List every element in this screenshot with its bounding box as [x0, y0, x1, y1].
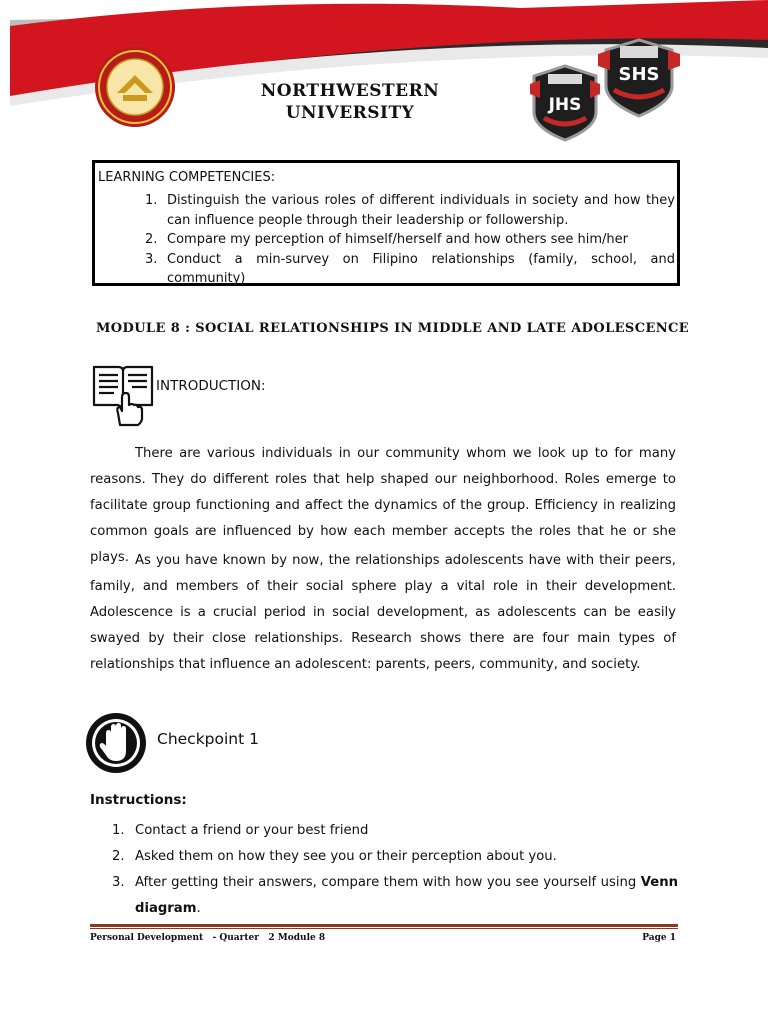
step-text-bold: Venn diagram — [135, 875, 678, 916]
instruction-step — [112, 844, 678, 870]
step-text: Contact a friend or your best friend — [135, 823, 369, 838]
step-number: 1. — [112, 823, 125, 838]
step-text: Asked them on how they see you or their perception about you. — [135, 849, 557, 864]
step-number: 3. — [112, 875, 125, 890]
jhs-badge-logo — [530, 62, 600, 142]
instructions-list — [112, 818, 678, 922]
university-seal-logo — [93, 45, 177, 129]
competency-item — [145, 250, 675, 289]
competencies-list — [145, 191, 675, 289]
book-hand-icon — [90, 361, 156, 427]
university-title-line1: NORTHWESTERN — [260, 81, 440, 101]
shs-badge-text: SHS — [618, 64, 660, 85]
step-number: 2. — [112, 849, 125, 864]
instruction-step — [112, 818, 678, 844]
jhs-badge-text: JHS — [548, 95, 582, 115]
checkpoint-label: Checkpoint 1 — [157, 730, 259, 748]
intro-paragraph-2: As you have known by now, the relationships adolescents have with their peers, family, and members of their social sphere play a vital role in their development. Adolescence is a crucial period in social development, as adolescents can be easily swayed by their close relationships. Research shows there are four main types of relationships that influence an adolescent: parents, peers, community, and society. — [90, 553, 676, 672]
module-title: MODULE 8 : SOCIAL RELATIONSHIPS IN MIDDLE AND LATE ADOLESCENCE — [96, 321, 690, 336]
step-text-end: . — [196, 901, 201, 916]
instructions-label: Instructions: — [90, 792, 187, 808]
competency-text: Compare my perception of himself/herself and how others see him/her — [167, 232, 628, 247]
university-title — [230, 80, 470, 124]
footer-divider-thin — [90, 928, 678, 929]
competency-item — [145, 191, 675, 230]
competencies-heading: LEARNING COMPETENCIES: — [98, 170, 276, 185]
footer-page-number: Page 1 — [642, 933, 676, 943]
footer-course-label: Personal Development - Quarter 2 Module 8 — [90, 933, 326, 943]
intro-paragraph-1: There are various individuals in our community whom we look up to for many reasons. They do different roles that help shaped our neighborhood. Roles emerge to facilitate group functioning and affect the dynamics of the group. Efficiency in realizing common goals are influenced by how each member accepts the roles that he or she plays. — [90, 446, 676, 565]
university-title-line2: UNIVERSITY — [285, 103, 415, 123]
instruction-step — [112, 870, 678, 922]
step-text: After getting their answers, compare them with how you see yourself using — [135, 875, 641, 890]
competency-text: Conduct a min-survey on Filipino relationships (family, school, and community) — [167, 251, 675, 286]
competency-number: 2. — [145, 232, 158, 247]
introduction-label: INTRODUCTION: — [156, 378, 266, 394]
learning-competencies-box — [92, 160, 680, 286]
competency-item — [145, 230, 675, 250]
stop-hand-icon — [84, 711, 148, 775]
footer-divider — [90, 924, 678, 927]
competency-number: 1. — [145, 193, 158, 208]
shs-badge-logo — [598, 38, 680, 118]
competency-text: Distinguish the various roles of different individuals in society and how they can influence people through their leadership or followership. — [167, 193, 675, 228]
competency-number: 3. — [145, 251, 158, 267]
